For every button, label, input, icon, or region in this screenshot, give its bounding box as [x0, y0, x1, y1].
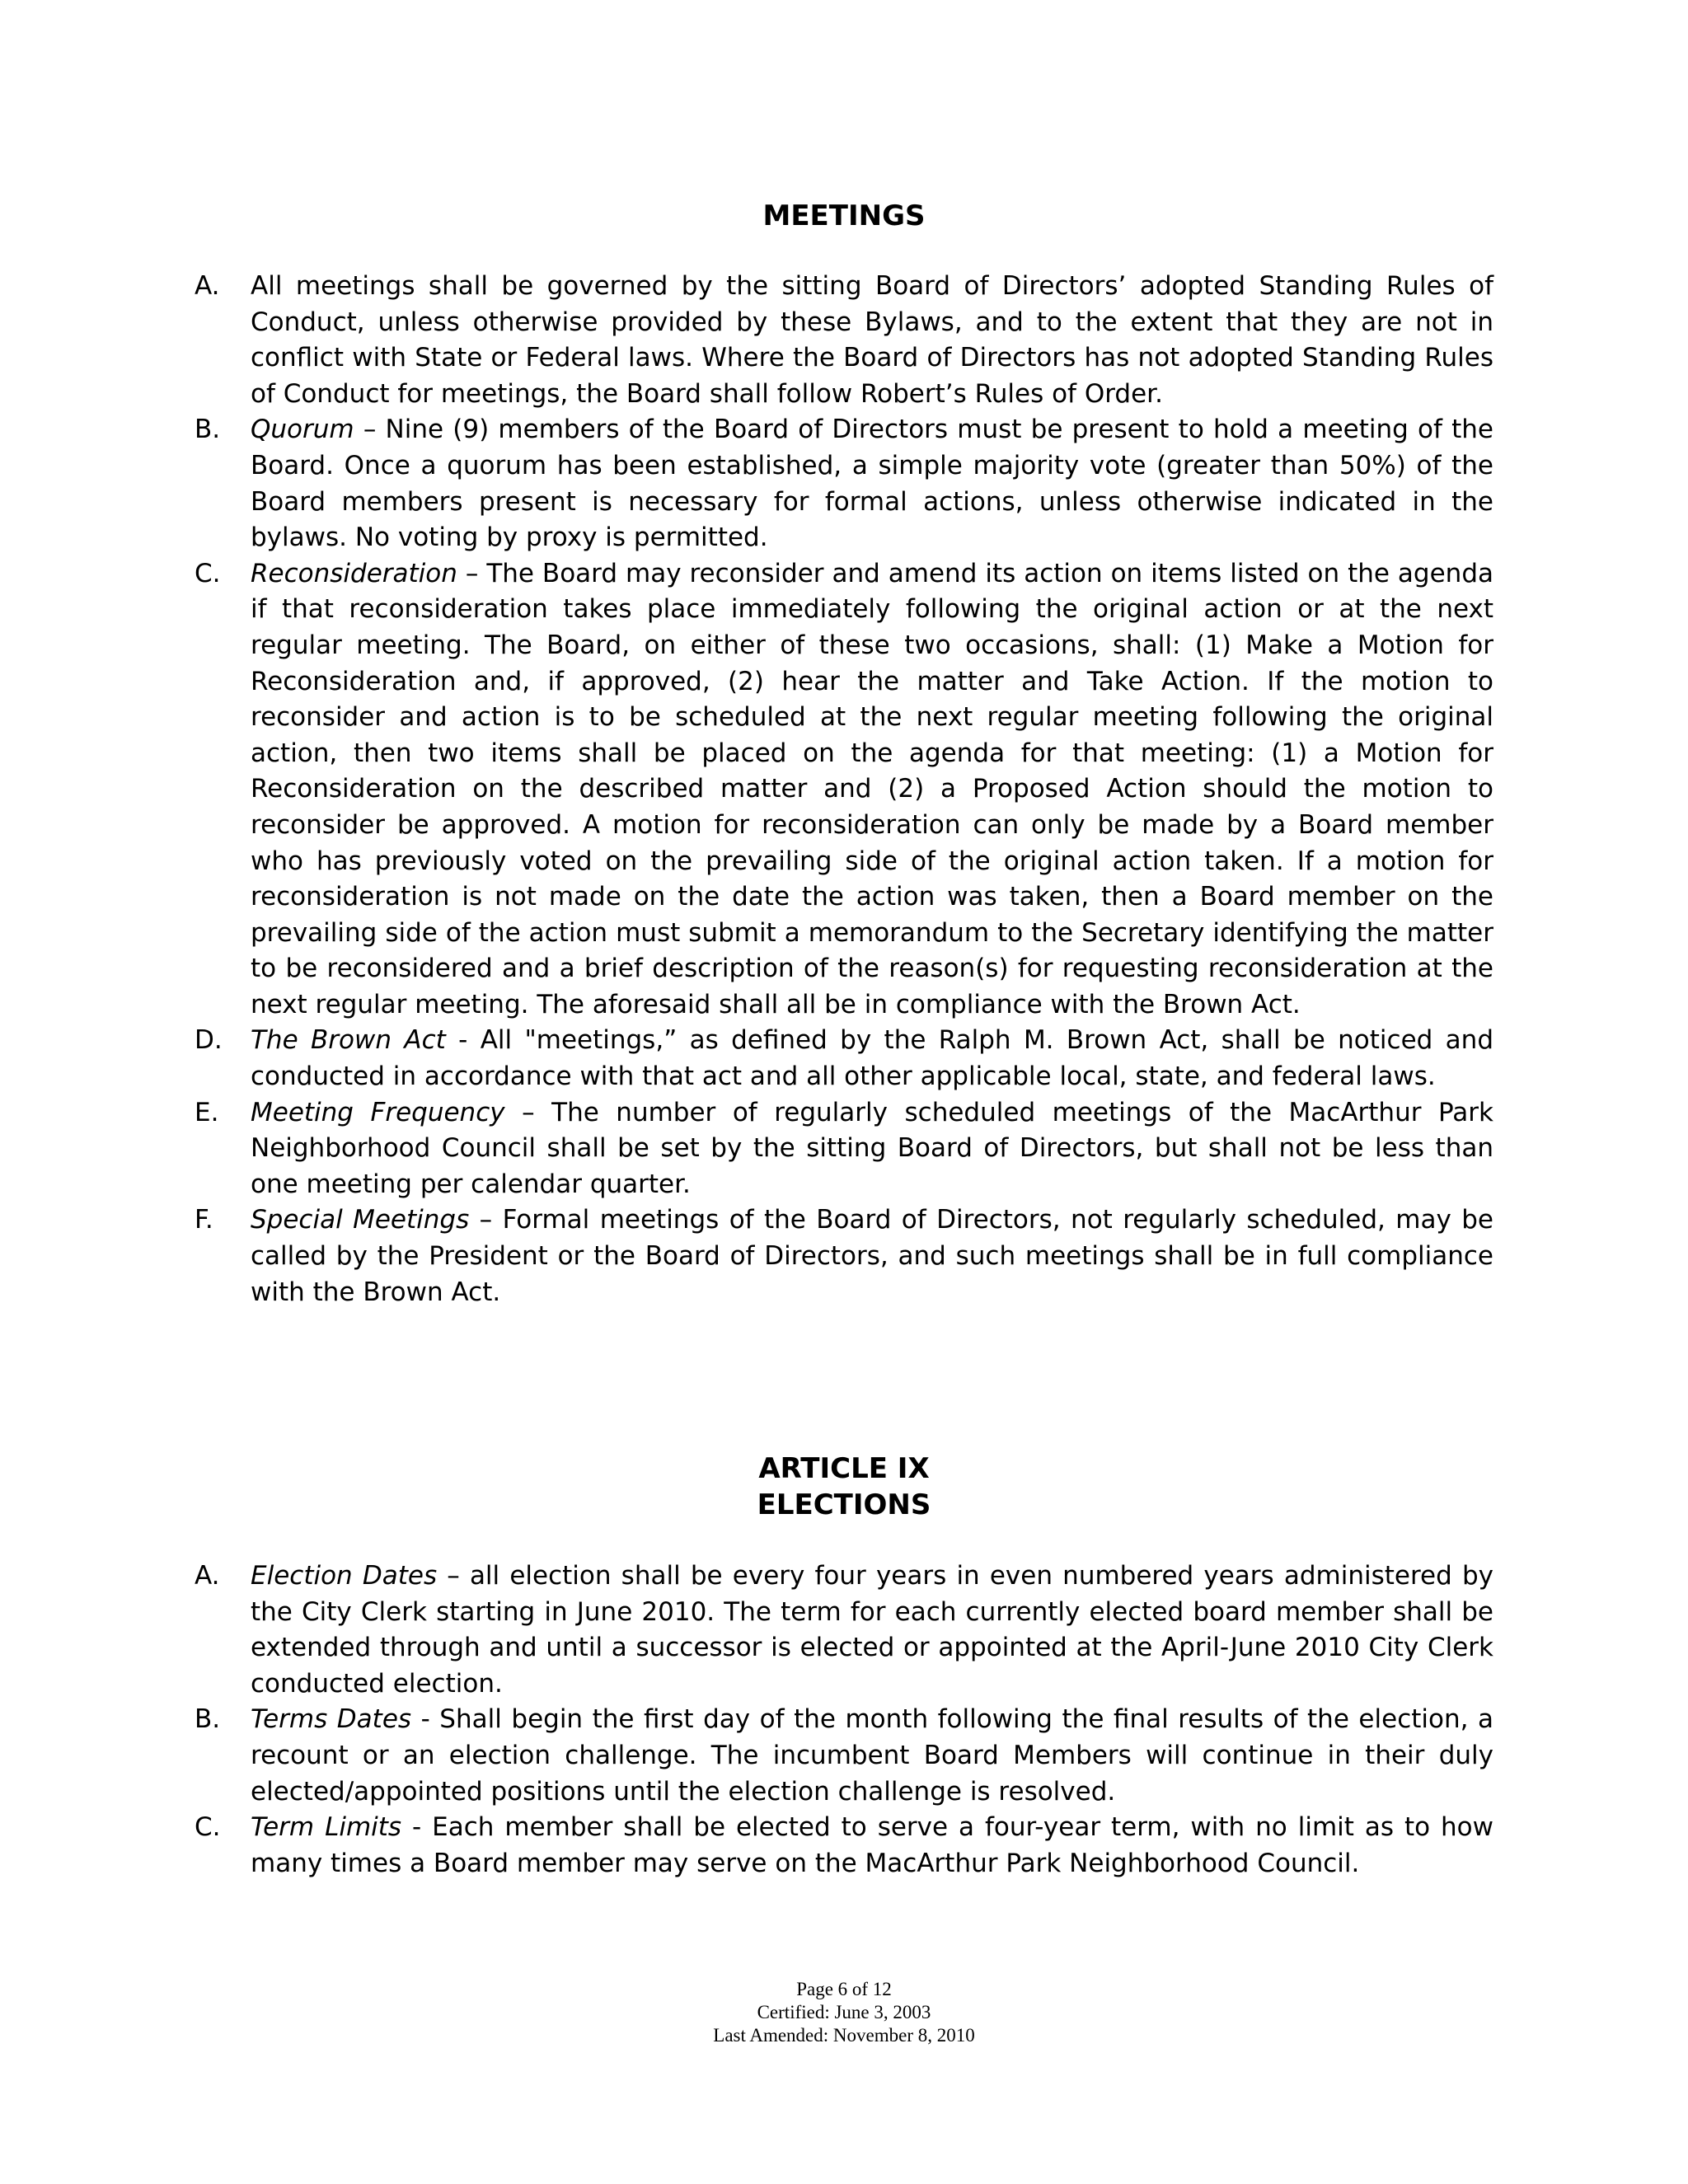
meetings-item-d: [195, 1023, 1493, 1094]
elections-item-a: [195, 1558, 1493, 1702]
item-term: Reconsideration: [251, 558, 457, 588]
section-heading-elections: ELECTIONS: [757, 1488, 931, 1521]
item-marker: A.: [195, 271, 220, 301]
item-term: Special Meetings: [251, 1205, 470, 1235]
meetings-item-a: [195, 269, 1493, 412]
item-term: Term Limits: [251, 1812, 402, 1843]
meetings-item-c: [195, 556, 1493, 1024]
item-term: Election Dates: [251, 1561, 438, 1591]
item-term: The Brown Act: [251, 1025, 446, 1056]
item-marker: E.: [195, 1097, 219, 1127]
meetings-item-b: [195, 412, 1493, 555]
item-text: - Shall begin the first day of the month following the final results of the election, a recount or an election challenge. The incumbent Board Members will continue in their duly elected/appointed positions until the election challenge is resolved.: [251, 1704, 1493, 1807]
item-term: Meeting Frequency: [251, 1097, 505, 1127]
item-marker: F.: [195, 1205, 213, 1235]
item-text: – The number of regularly scheduled meetings of the MacArthur Park Neighborhood Council shall be set by the sitting Board of Directors, but shall not be less than one meeting per calendar quarter.: [251, 1097, 1493, 1199]
item-text: – Nine (9) members of the Board of Directors must be present to hold a meeting of the Board. Once a quorum has been established, a simple majority vote (greater than 50%) of the Board members present is necessary for formal actions, unless otherwise indicated in the bylaws. No voting by proxy is permitted.: [251, 415, 1493, 553]
meetings-item-f: [195, 1202, 1493, 1310]
item-marker: C.: [195, 558, 221, 588]
item-marker: A.: [195, 1561, 220, 1591]
amended-date: Last Amended: November 8, 2010: [713, 2025, 975, 2046]
item-marker: B.: [195, 1704, 221, 1735]
elections-item-b: [195, 1702, 1493, 1810]
item-text: – Formal meetings of the Board of Directors, not regularly scheduled, may be called by the President or the Board of Directors, and such meetings shall be in full compliance with the Brown Act.: [251, 1205, 1493, 1307]
elections-item-c: [195, 1810, 1493, 1882]
item-text: – all election shall be every four years in even numbered years administered by the City Clerk starting in June 2010. The term for each currently elected board member shall be extended through and until a successor is elected or appointed at the April-June 2010 City Clerk conducted election.: [251, 1561, 1493, 1699]
section-heading-meetings: MEETINGS: [762, 199, 926, 232]
page-footer: [0, 1978, 1688, 2047]
item-marker: C.: [195, 1812, 221, 1843]
item-text: All meetings shall be governed by the sitting Board of Directors’ adopted Standing Rules of Conduct, unless otherwise provided by these Bylaws, and to the extent that they are not in conflict with State or Federal laws. Where the Board of Directors has not adopted Standing Rules of Conduct for meetings, the Board shall follow Robert’s Rules of Order.: [251, 271, 1493, 409]
meetings-list: [195, 269, 1493, 1310]
item-term: Quorum: [251, 415, 354, 445]
item-text: – The Board may reconsider and amend its action on items listed on the agenda if that reconsideration takes place immediately following the original action or at the next regular meeting. The Board, on either of these two occasions, shall: (1) Make a Motion for Reconsideration and, if approved, (2) hear the matter and Take Action. If the motion to reconsider and action is to be scheduled at the next regular meeting following the original action, then two items shall be placed on the agenda for that meeting: (1) a Motion for Reconsideration on the described matter and (2) a Proposed Action should the motion to reconsider be approved. A motion for reconsideration can only be made by a Board member who has previously voted on the prevailing side of the original action taken. If a motion for reconsideration is not made on the date the action was taken, then a Board member on the prevailing side of the action must submit a memorandum to the Secretary identifying the matter to be reconsidered and a brief description of the reason(s) for requesting reconsideration at the next regular meeting. The aforesaid shall all be in compliance with the Brown Act.: [251, 558, 1493, 1019]
meetings-item-e: [195, 1095, 1493, 1203]
item-marker: D.: [195, 1025, 223, 1056]
item-marker: B.: [195, 415, 221, 445]
certified-date: Certified: June 3, 2003: [757, 2002, 931, 2022]
item-text: - All "meetings,” as defined by the Ralph M. Brown Act, shall be noticed and conducted in accordance with that act and all other applicable local, state, and federal laws.: [251, 1025, 1493, 1092]
elections-list: [195, 1558, 1493, 1882]
article-number: ARTICLE IX: [758, 1452, 930, 1485]
page-number: Page 6 of 12: [796, 1979, 892, 1999]
item-term: Terms Dates: [251, 1704, 412, 1735]
item-text: - Each member shall be elected to serve a four-year term, with no limit as to how many times a Board member may serve on the MacArthur Park Neighborhood Council.: [251, 1812, 1493, 1878]
